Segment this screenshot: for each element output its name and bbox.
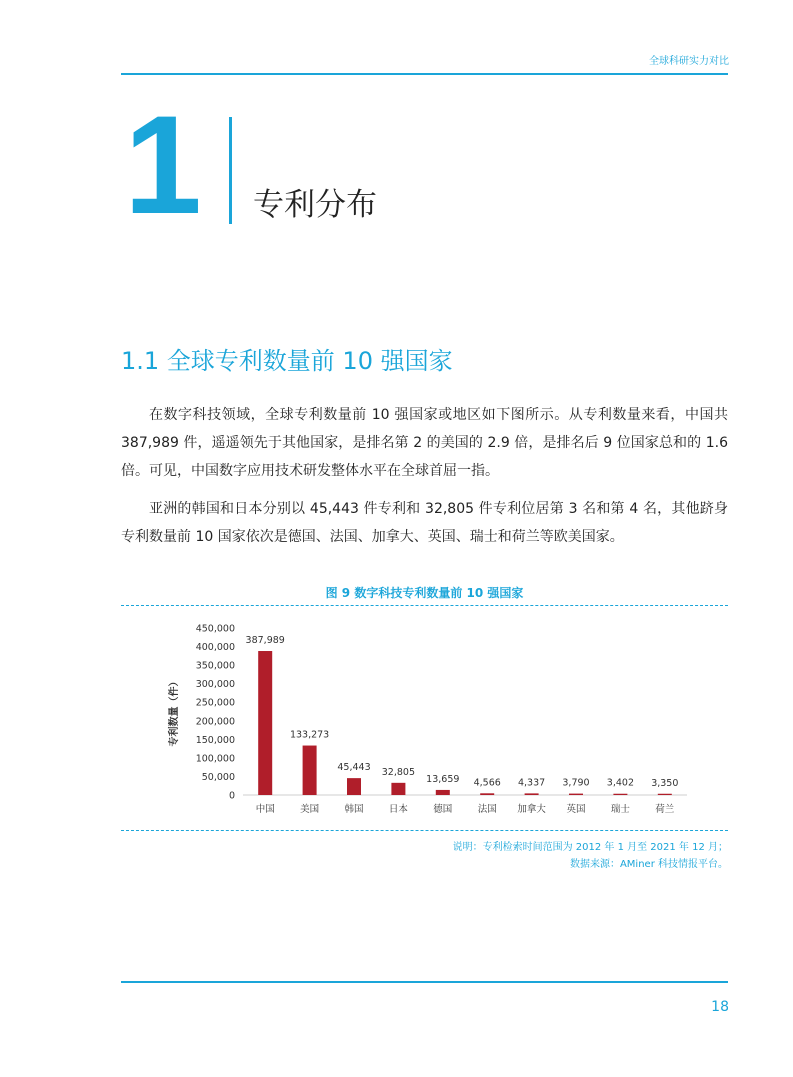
- x-tick-label: 德国: [433, 804, 453, 815]
- chapter-number: 1: [124, 86, 202, 243]
- figure-note: 说明：专利检索时间范围为 2012 年 1 月至 2021 年 12 月；: [452, 842, 728, 853]
- x-tick-label: 韩国: [344, 804, 364, 815]
- x-tick-label: 英国: [566, 804, 586, 815]
- bar-4: [391, 783, 405, 795]
- data-label: 13,659: [426, 773, 460, 785]
- figure-top-divider: [121, 605, 728, 606]
- x-tick-label: 美国: [300, 804, 320, 815]
- footer-rule: [121, 981, 728, 983]
- bar-6: [480, 793, 494, 795]
- y-tick-label: 100,000: [195, 753, 235, 765]
- section-title: 1.1 全球专利数量前 10 强国家: [121, 347, 453, 375]
- y-tick-label: 200,000: [195, 716, 235, 728]
- figure-caption: 图 9 数字科技专利数量前 10 强国家: [325, 586, 524, 600]
- figure-bottom-divider: [121, 830, 728, 831]
- x-tick-label: 法国: [477, 804, 497, 815]
- y-tick-label: 250,000: [195, 697, 235, 709]
- y-tick-label: 300,000: [195, 679, 235, 691]
- y-tick-label: 50,000: [201, 771, 235, 783]
- y-axis-label: 专利数量（件）: [169, 676, 180, 747]
- y-tick-label: 400,000: [195, 642, 235, 654]
- header-rule: [121, 73, 728, 75]
- x-tick-label: 荷兰: [655, 804, 675, 815]
- body-paragraph: 亚洲的韩国和日本分别以 45,443 件专利和 32,805 件专利位居第 3 名和第 4 名，其他跻身专利数量前 10 国家依次是德国、法国、加拿大、英国、瑞士和荷兰等欧美国家。: [121, 501, 728, 545]
- body-paragraph: 在数字科技领域，全球专利数量前 10 强国家或地区如下图所示。从专利数量来看，中国共 387,989 件，遥遥领先于其他国家，是排名第 2 的美国的 2.9 倍，是排名后 9 位国家总和的 1.6 倍。可见，中国数字应用技术研发整体水平在全球首屈一指。: [121, 407, 728, 479]
- x-tick-label: 瑞士: [610, 804, 630, 815]
- y-tick-label: 450,000: [195, 623, 235, 635]
- bar-8: [569, 794, 583, 795]
- bar-10: [658, 794, 672, 795]
- y-tick-label: 350,000: [195, 660, 235, 672]
- running-head: 全球科研实力对比: [649, 56, 729, 67]
- data-label: 3,350: [651, 777, 679, 789]
- figure-source: 数据来源：AMiner 科技情报平台。: [569, 859, 728, 870]
- bar-9: [613, 794, 627, 795]
- y-tick-label: 0: [228, 790, 235, 802]
- x-tick-label: 加拿大: [517, 804, 546, 815]
- page-number: 18: [711, 999, 729, 1015]
- bar-2: [303, 746, 317, 795]
- data-label: 133,273: [289, 729, 330, 741]
- data-label: 3,790: [562, 777, 590, 789]
- chapter-divider: [229, 117, 232, 224]
- x-tick-label: 日本: [388, 804, 408, 815]
- x-tick-label: 中国: [255, 804, 275, 815]
- y-tick-label: 150,000: [195, 734, 235, 746]
- data-label: 4,566: [473, 777, 501, 789]
- bar-1: [258, 651, 272, 795]
- data-label: 45,443: [337, 762, 371, 774]
- data-label: 4,337: [517, 777, 546, 789]
- bar-5: [436, 790, 450, 795]
- data-label: 3,402: [606, 777, 635, 789]
- bar-3: [347, 778, 361, 795]
- data-label: 387,989: [245, 635, 285, 647]
- data-label: 32,805: [381, 766, 416, 778]
- bar-7: [525, 793, 539, 795]
- chapter-title: 专利分布: [253, 187, 377, 223]
- patent-bar-chart: [121, 612, 728, 824]
